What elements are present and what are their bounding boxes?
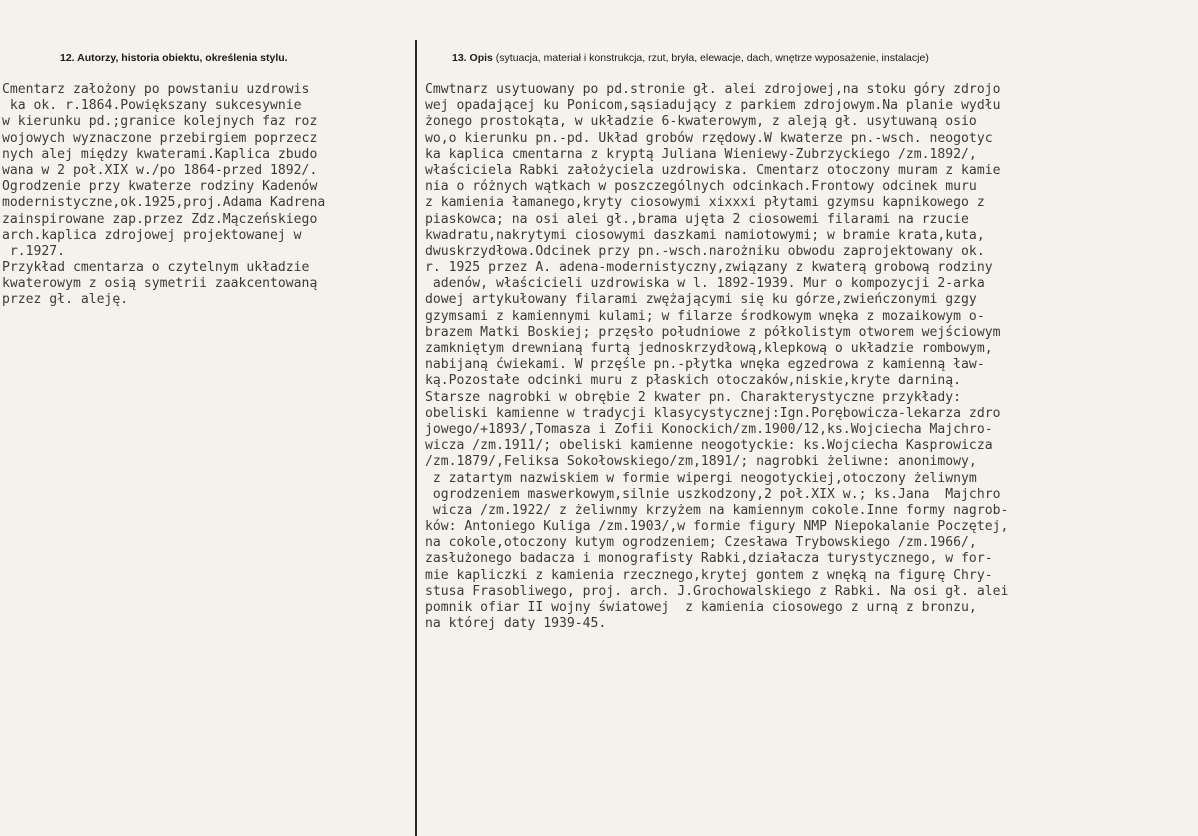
description-text-line: zasłużonego badacza i monografisty Rabki,działacza turystycznego, w for-: [425, 551, 993, 567]
history-text-line: Przykład cmentarza o czytelnym układzie: [2, 260, 310, 276]
history-text-line: kwaterowym z osią symetrii zaakcentowaną: [2, 276, 318, 292]
description-text-line: obeliski kamienne w tradycji klasycystycznej:Ign.Porębowicza-lekarza zdro: [425, 405, 1001, 421]
description-text-line: pomnik ofiar II wojny światowej z kamienia ciosowego z urną z bronzu,: [425, 600, 977, 615]
section-13-title: Opis: [469, 52, 493, 64]
description-text-line: dwuskrzydłowa.Odcinek przy pn.-wsch.narożniku obwodu zaprojektowany ok.: [425, 243, 985, 259]
description-text-line: właściciela Rabki założyciela uzdrowiska. Cmentarz otoczony muram z kamie: [425, 162, 1001, 178]
history-text-block: [2, 82, 325, 309]
description-text-line: wicza /zm.1911/; obeliski kamienne neogotyckie: ks.Wojciecha Kasprowicza: [425, 438, 993, 454]
description-text-line: mie kapliczki z kamienia rzecznego,krytej gontem z wnęką na figurę Chry-: [425, 567, 993, 583]
description-text-line: gzymsami z kamiennymi kulami; w filarze środkowym wnęka z mozaikowym o-: [425, 308, 985, 324]
description-text-line: wej opadającej ku Ponicom,sąsiadujący z parkiem zdrojowym.Na planie wydłu: [425, 98, 1001, 114]
description-text-line: kwadratu,nakrytymi ciosowymi daszkami namiotowymi; w bramie krata,kuta,: [425, 227, 985, 243]
description-text-line: zamkniętym drewnianą furtą jednoskrzydłową,klepkową o układzie rombowym,: [425, 341, 993, 356]
description-text-line: nabijaną ćwiekami. W przęśle pn.-płytka wnęka egzedrowa z kamienną ław-: [425, 357, 985, 373]
column-divider: [415, 40, 417, 836]
description-text-line: brazem Matki Boskiej; przęsło południowe z półkolistym otworem wejściowym: [425, 324, 1001, 340]
description-text-line: z kamienia łamanego,kryty ciosowymi xixxxi płytami gzymsu kapnikowego z: [425, 195, 985, 211]
section-12-title: Autorzy, historia obiektu, określenia stylu.: [77, 52, 288, 64]
description-text-line: ków: Antoniego Kuliga /zm.1903/,w formie figury NMP Niepokalanie Poczętej,: [425, 519, 1009, 535]
description-text-line: nia o różnych wątkach w poszczególnych odcinkach.Frontowy odcinek muru: [425, 179, 977, 195]
description-text-line: ką.Pozostałe odcinki muru z płaskich otoczaków,niskie,kryte darniną.: [425, 373, 962, 389]
section-12-number: 12.: [60, 52, 75, 64]
description-text-line: adenów, właścicieli uzdrowiska w l. 1892-1939. Mur o kompozycji 2-arka: [425, 276, 985, 292]
section-13-subtitle: (sytuacja, materiał i konstrukcja, rzut, bryła, elewacje, dach, wnętrze wyposażenie, instalacje): [495, 52, 929, 64]
description-text-line: jowego/+1893/,Tomasza i Zofii Konockich/zm.1900/12,ks.Wojciecha Majchro-: [425, 421, 993, 437]
description-text-line: ogrodzeniem maswerkowym,silnie uszkodzony,2 poł.XIX w.; ks.Jana Majchro: [425, 486, 1001, 502]
history-text-line: ka ok. r.1864.Powiększany sukcesywnie: [2, 98, 302, 114]
description-text-line: na cokole,otoczony kutym ogrodzeniem; Czesława Trybowskiego /zm.1966/,: [425, 535, 977, 551]
history-text-line: zainspirowane zap.przez Zdz.Mączeńskiego: [2, 211, 318, 227]
description-text-line: ka kaplica cmentarna z kryptą Juliana Wieniewy-Zubrzyckiego /zm.1892/,: [425, 146, 977, 162]
history-text-line: w kierunku pd.;granice kolejnych faz roz: [2, 114, 318, 130]
description-text-line: Starsze nagrobki w obrębie 2 kwater pn. Charakterystyczne przykłady:: [425, 389, 962, 405]
section-13-number: 13.: [452, 52, 467, 64]
description-text-line: dowej artykułowany filarami zwężającymi się ku górze,zwieńczonymi gzgy: [425, 292, 977, 308]
description-text-line: piaskowca; na osi alei gł.,brama ujęta 2 ciosowemi filarami na rzucie: [425, 211, 969, 227]
description-text-line: z zatartym nazwiskiem w formie wipergi neogotyckiej,otoczony żeliwnym: [425, 470, 977, 486]
description-text-line: stusa Frasobliwego, proj. arch. J.Grochowalskiego z Rabki. Na osi gł. alei: [425, 583, 1009, 599]
description-text-block: [425, 82, 1008, 632]
description-text-line: żonego prostokąta, w układzie 6-kwaterowym, z aleją gł. usytuwaną osio: [425, 114, 977, 130]
description-text-line: r. 1925 przez A. adena-modernistyczny,związany z kwaterą grobową rodziny: [425, 260, 993, 276]
history-text-line: modernistyczne,ok.1925,proj.Adama Kadrena: [2, 195, 326, 211]
description-text-line: na której daty 1939-45.: [425, 616, 607, 632]
section-12-heading: [60, 52, 288, 64]
history-text-line: przez gł. aleję.: [2, 292, 129, 308]
history-text-line: nych alej między kwaterami.Kaplica zbudo: [2, 146, 318, 162]
description-text-line: wicza /zm.1922/ z żeliwnmy krzyżem na kamiennym cokole.Inne formy nagrob-: [425, 502, 1009, 518]
description-text-line: /zm.1879/,Feliksa Sokołowskiego/zm,1891/; nagrobki żeliwne: anonimowy,: [425, 454, 977, 470]
history-text-line: arch.kaplica zdrojowej projektowanej w: [2, 227, 302, 243]
history-text-line: r.1927.: [2, 243, 66, 259]
description-text-line: wo,o kierunku pn.-pd. Układ grobów rzędowy.W kwaterze pn.-wsch. neogotyc: [425, 130, 993, 146]
description-text-line: Cmwtnarz usytuowany po pd.stronie gł. alei zdrojowej,na stoku góry zdrojo: [425, 82, 1001, 97]
history-text-line: Ogrodzenie przy kwaterze rodziny Kadenów: [2, 179, 318, 195]
history-text-line: wana w 2 poł.XIX w./po 1864-przed 1892/.: [2, 162, 318, 178]
section-13-heading: [452, 52, 929, 64]
history-text-line: wojowych wyznaczone przebirgiem poprzecz: [2, 130, 318, 146]
history-text-line: Cmentarz założony po powstaniu uzdrowis: [2, 82, 310, 97]
